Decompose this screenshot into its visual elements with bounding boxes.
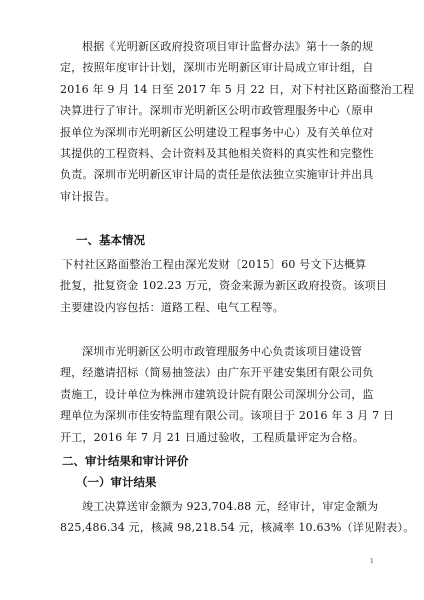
text-line: 批复，批复资金 102.23 万元，资金来源为新区政府投资。该项目 bbox=[60, 279, 388, 293]
paragraph-audit-amounts bbox=[60, 496, 415, 539]
page-number: 1 bbox=[370, 558, 374, 565]
text-line: 下村社区路面整治工程由深光发财〔2015〕60 号文下达概算 bbox=[62, 258, 367, 271]
section-heading-basic-info: 一、基本情况 bbox=[76, 233, 145, 247]
text-line: 开工，2016 年 7 月 21 日通过验收，工程质量评定为合格。 bbox=[60, 430, 365, 444]
text-line: 理，经邀请招标（简易抽签法）由广东开平建安集团有限公司负 bbox=[60, 366, 374, 380]
text-line: 审计报告。 bbox=[60, 189, 116, 203]
text-line: 责施工，设计单位为株洲市建筑设计院有限公司深圳分公司，监 bbox=[60, 387, 374, 401]
text-line: 报单位为深圳市光明新区公明建设工程事务中心）及有关单位对 bbox=[60, 125, 374, 139]
text-line: 深圳市光明新区公明市政管理服务中心负责该项目建设管 bbox=[82, 345, 362, 358]
paragraph-project-parties bbox=[60, 341, 395, 448]
text-line: 根据《光明新区政府投资项目审计监督办法》第十一条的规 bbox=[82, 40, 374, 53]
text-line: 负责。深圳市光明新区审计局的责任是依法独立实施审计并出具 bbox=[60, 168, 374, 182]
text-line: 定，按照年度审计计划，深圳市光明新区审计局成立审计组，自 bbox=[60, 61, 374, 75]
text-line: 其提供的工程资料、会计资料及其他相关资料的真实性和完整性 bbox=[60, 147, 374, 161]
subsection-heading-audit-result: （一）审计结果 bbox=[76, 475, 157, 489]
section-heading-audit-results: 二、审计结果和审计评价 bbox=[62, 454, 189, 468]
text-line: 决算进行了审计。深圳市光明新区公明市政管理服务中心（原申 bbox=[60, 104, 374, 118]
text-line: 主要建设内容包括：道路工程、电气工程等。 bbox=[60, 300, 284, 314]
paragraph-project-approval bbox=[60, 254, 388, 318]
text-line: 竣工决算送审金额为 923,704.88 元，经审计，审定金额为 bbox=[82, 500, 379, 513]
text-line: 825,486.34 元，核减 98,218.54 元，核减率 10.63%（详见附表）。 bbox=[60, 521, 415, 535]
paragraph-audit-basis bbox=[60, 36, 415, 207]
text-line: 2016 年 9 月 14 日至 2017 年 5 月 22 日，对下村社区路面整治工程 bbox=[60, 82, 415, 96]
text-line: 理单位为深圳市佳安特监理有限公司。该项目于 2016 年 3 月 7 日 bbox=[60, 409, 395, 423]
